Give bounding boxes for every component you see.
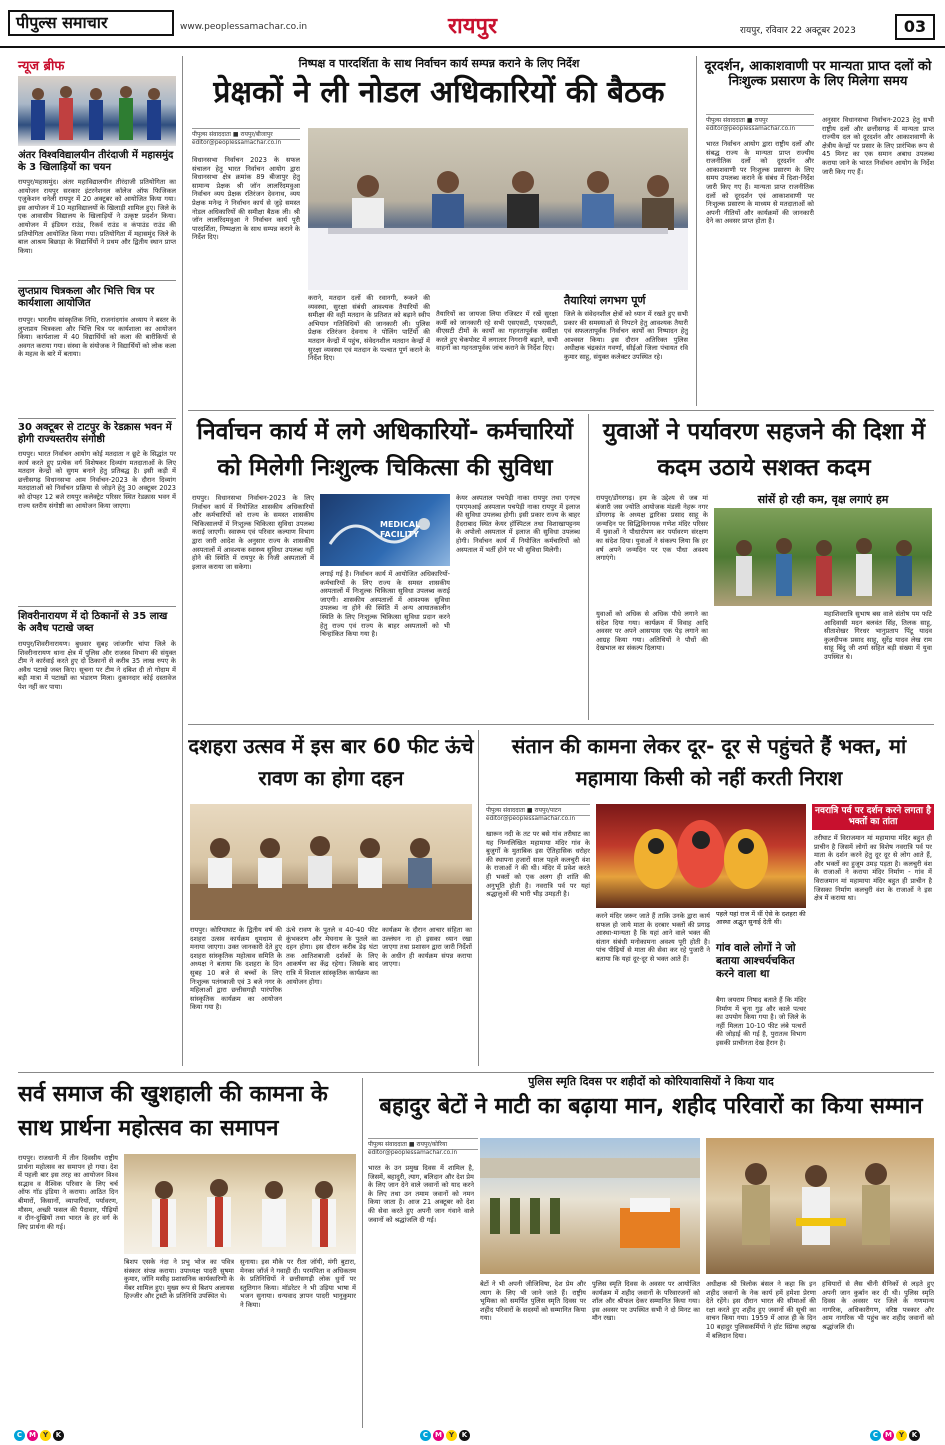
story6-byline: पीपुल्स संवाददाता ■ रायपुर/पाटन (486, 804, 590, 816)
story6-body-1: खारून नदी के तट पर बसे गांव तरीघाट का यह निम्नलिखित महामाया मंदिर गांव के बुजुर्गों के मुताबिक इस ऐतिहासिक धरोहर की स्थापना हजारों साल पहले कलचुरी वंश के राजाओं ने की थी। मंदिर में प्रवेश करते ही भक्तों को एक अलग ही शांति की अनुभूति होती है। नवरात्रि पर्व पर यहां श्रद्धालुओं की भारी भीड़ उमड़ती है। (486, 830, 590, 899)
story2-body-2: अनुसार विधानसभा निर्वाचन-2023 हेतु सभी राष्ट्रीय दलों और छत्तीसगढ़ में मान्यता प्राप्त राज्यीय दल को दूरदर्शन और आकाशवाणी के क्षेत्रीय केन्द्रों पर प्रसार के लिए प्रारंभिक रूप से 45 मिनट का एक समान अबाध उपलब्ध कराया जाने के भारत निर्वाचन आयोग के निर्देश जारी किए गए हैं। (822, 116, 934, 176)
story1-email: editor@peoplessamachar.co.in (192, 140, 282, 146)
cmyk-mark-bottom-left (14, 1430, 64, 1441)
story3-headline: निर्वाचन कार्य में लगे अधिकारियों- कर्मचारियों को मिलेगी निःशुल्क चिकित्सा की सुविधा (196, 419, 574, 481)
story5-body-1: रायपुर। कोरियाघाट के द्वितीय वर्ष की दशहरा उत्सव कार्यक्रम धूमधाम से मनाया जाएगा। उक्त जानकारी देते हुए दशहरा सांस्कृतिक महोत्सव समिति के अध्यक्ष ने बताया कि दशहरा के दिन सुबह 10 बजे से बच्चों के लिए निःशुल्क पतंगबाजी एवं 3 बजे नगर के महिलाओं द्वारा छत्तीसगढ़ी पारंपरिक सांस्कृतिक कार्यक्रम का आयोजन किया गया है। (190, 926, 282, 1012)
story-doordarshan (702, 60, 934, 406)
story5-body-3: कार्यक्रम के दौरान आचार संहिता का उल्लंघन ना हो इसका ध्यान रखा जाएगा तथा प्रशासन द्वारा जारी निर्देशों के अधीन ही कार्यक्रम संपन्न कराया जाएगा। (382, 926, 472, 969)
story8-email: editor@peoplessamachar.co.in (368, 1150, 458, 1156)
story1-headline: प्रेक्षकों ने ली नोडल अधिकारियों की बैठक (213, 75, 665, 110)
story6-body-3: बैगा जयराम निषाद बताते हैं कि मंदिर निर्माण में चूना गुड़ और काले पत्थर का उपयोग किया गया है। जो जिले के नहीं मिलता 10-10 फीट लंबे पत्थरों की जोड़ाई की गई है, पुरातत्व विभाग इसकी प्राचीनता देख हैरान है। (716, 996, 806, 1047)
story7-body-3: सुनाया। इस मौके पर रीता जॉयी, मंगी बुटारा, मेनका जॉर्ज ने गवाही दी। परमपिता व अधिकतम के प्रतिनिधियों ने छत्तीसगढ़ी लोक धुनों पर स्तुतिगान किया। मॉडरेटर ने भी उड़िया भाषा में भजन सुनाया। धन्यवाद ज्ञापन पादरी भानुकुमार ने किया। (240, 1258, 356, 1309)
masthead-url: www.peoplessamachar.co.in (180, 22, 308, 32)
police-parade-photo (480, 1138, 700, 1274)
brief-4-headline: शिवरीनारायण में दो ठिकानों से 35 लाख के अवैध पटाखे जब्त (18, 611, 168, 634)
story4-subhead: सांसें हो रही कम, वृक्ष लगाएं हम (757, 493, 889, 506)
issue-date: रायपुर, रविवार 22 अक्टूबर 2023 (740, 26, 856, 36)
story-police (368, 1074, 934, 1428)
story7-headline: सर्व समाज की खुशहाली की कामना के साथ प्रार्थना महोत्सव का समापन (18, 1082, 328, 1141)
story1-kicker: निष्पक्ष व पारदर्शिता के साथ निर्वाचन कार्य सम्पन्न कराने के लिए निर्देश (298, 57, 580, 70)
divider-row-1 (188, 410, 934, 411)
dussehra-press-photo (190, 804, 472, 920)
cmyk-y: Y (40, 1430, 51, 1441)
city-name: रायपुर (448, 14, 497, 39)
story5-body-2: ऊंचे रावण के पुतले व 40-40 फीट कुंभकरण और मेघनाथ के पुतले का दहन होगा। इस दौरान करीब डेढ़ घंटा तक आतिशबाजी दर्शकों के लिए आकर्षण का केंद्र रहेगा। जिसके बाद रात्रि में विशाल सांस्कृतिक कार्यक्रम का आयोजन होगा। (286, 926, 378, 986)
story8-body-4: अधीक्षक श्री त्रिलोक बंसल ने कहा कि इन शहीद जवानों के नेक कार्य हमें हमेशा प्रेरणा देते रहेंगे। इस दौरान भारत की सीमाओं की रक्षा करते हुए शहीद हुए जवानों की सूची का वाचन किया गया। 1959 में आज ही के दिन 10 बहादुर पुलिसकर्मियों ने हॉट स्प्रिंग्स लद्दाख में बलिदान दिया। (706, 1280, 816, 1340)
divider-row-3 (18, 1072, 934, 1073)
story8-kicker: पुलिस स्मृति दिवस पर शहीदों को कोरियावासियों ने किया याद (528, 1075, 774, 1088)
masthead-logo-box (8, 10, 174, 36)
meeting-photo-scene (308, 128, 688, 290)
police-tribute-photo (706, 1138, 934, 1274)
story-temple (484, 730, 934, 1066)
prayer-photo-people (124, 1154, 356, 1254)
archery-photo-figures (18, 76, 176, 146)
plantation-photo (714, 508, 932, 606)
story2-email: editor@peoplessamachar.co.in (706, 126, 796, 132)
brief-divider-3 (18, 606, 176, 607)
page-number: 03 (903, 17, 927, 36)
story1-byline: पीपुल्स संवाददाता ■ रायपुर/बीजापुर (192, 128, 300, 140)
medical-facility-image (320, 494, 450, 566)
temple-deities-icon (596, 804, 806, 908)
plantation-photo-people (714, 508, 932, 606)
meeting-photo (308, 128, 688, 290)
brief-divider-2 (18, 418, 176, 419)
page-number-box (895, 14, 935, 40)
story3-body-3: केयर अस्पताल पचपेड़ी नाका रायपुर तथा एनएच एमएमआई अस्पताल पचपेड़ी नाका रायपुर में इलाज की सुविधा उपलब्ध होगी। इसी प्रकार राज्य के बाहर हैदराबाद स्थित केयर हॉस्पिटल तथा विशाखापट्टनम के अपोलो अस्पताल में इलाज की सुविधा उपलब्ध होगी। निर्वाचन कार्य में नियोजित कर्मचारियों को अस्पताल में भर्ती होने पर भी सुविधा मिलेगी। (456, 494, 580, 554)
brief-4-body: रायपुर/शिवरीनारायण। बुधवार सुबह जांजगीर चांपा जिले के शिवरीनारायण थाना क्षेत्र में पुलिस और राजस्व विभाग की संयुक्त टीम ने कार्रवाई करते हुए दो ठिकानों से करीब 35 लाख रुपए के अवैध पटाखे जब्त किए। सूचना पर टीम ने दबिश दी तो गोदाम में बड़ी मात्रा में पटाखों का भंडारण मिला। दुकानदार कोई दस्तावेज पेश नहीं कर पाया। (18, 640, 176, 691)
story-environment (594, 414, 934, 720)
cmyk-k: K (909, 1430, 920, 1441)
story6-body-2: करने मंदिर जरूर जाते हैं ताकि उनके द्वारा कार्य सफल हो जाये माता के दरबार भक्तों की प्रगाढ़ आस्था-मान्यता है कि यहां आने वाले भक्त की संतान संबंधी मनोकामना अवश्य पूरी होती है। पांच पीढ़ियों से माता की सेवा कर रहे पुजारी ने बताया कि यहां दूर-दूर से भक्त आते हैं। (596, 912, 710, 963)
prayer-festival-photo (124, 1154, 356, 1254)
cmyk-mark-bottom-center (420, 1430, 470, 1441)
divider-story5-6 (478, 730, 479, 1066)
story4-body-3: महाशिवरात्रि सुभाष बस वाले संतोष पम फटि आदिवासी मदन बलवंत सिंह, तिलक साहू, सीताशेखर गिरधर भानुप्रताप पिंटू यादव कुलदीपक प्रसाद साहू, सुरेंद्र यादव लेख राम साहू बिंदु जी शर्मा सहित बड़ी संख्या में युवा उपस्थित थे। (824, 610, 932, 661)
story-dussehra (188, 730, 474, 1066)
story3-body-1: रायपुर। विधानसभा निर्वाचन-2023 के लिए निर्वाचन कार्य में नियोजित शासकीय अधिकारियों और कर्मचारियों को राज्य के समस्त शासकीय चिकित्सालयों में निःशुल्क चिकित्सा सुविधा उपलब्ध कराई जाएगी। स्वास्थ्य एवं परिवार कल्याण विभाग द्वारा जारी आदेश के अनुसार राज्य के शासकीय अस्पतालों में आवश्यक स्वास्थ्य सुविधा उपलब्ध नहीं होने की स्थिति में रायपुर के निजी अस्पतालों में इलाज कराया जा सकेगा। (192, 494, 314, 571)
cmyk-y: Y (446, 1430, 457, 1441)
divider-left-col (182, 56, 183, 1066)
story1-body-4: जिले के संवेदनशील क्षेत्रों को ध्यान में रखते हुए सभी प्रकार की समस्याओं से निपटने हेतु आवश्यक तैयारी एवं सफलतापूर्वक निर्वाचन कार्यों का निष्पादन हेतु आश्वस्त किया। इस दौरान अतिरिक्त पुलिस अधीक्षक चंद्रकांत गवर्णा, सीईओ जिला पंचायत रवि कुमार साहू, संयुक्त कलेक्टर उपस्थित रहे। (564, 310, 688, 361)
brief-2-headline: लुप्तप्राय चित्रकला और भित्ति चित्र पर कार्यशाला आयोजित (18, 286, 155, 309)
brief-2-body: रायपुर। भारतीय सांस्कृतिक निधि, राजनांदगांव अध्याय ने बस्तर के लुप्तप्राय चित्रकला और भित्ति चित्र पर कार्यशाला का आयोजन किया। कार्यशाला में 40 विद्यार्थियों को कला की बारीकियों से अवगत कराया गया। संस्था के संयोजक ने विद्यार्थियों को लोक कला के महत्व के बारे में बताया। (18, 316, 176, 359)
cmyk-c: C (420, 1430, 431, 1441)
story4-body-1: रायपुर/डोंगरगढ़। हम के उद्देश्य से जब मां बंजारी जस ज्योति आयोजक मंडली नेहरू नगर डोंगरगढ़ के अध्यक्ष द्वारिका प्रसाद साहू के जन्मदिन पर सिद्धिविनायक गणेश मंदिर परिसर में युवाओं ने पौधारोपण कर पर्यावरण संरक्षण का संदेश दिया। युवाओं ने संकल्प लिया कि हर वर्ष अपने जन्मदिन पर एक पौधा अवश्य लगाएंगे। (596, 494, 708, 563)
story8-byline: पीपुल्स संवाददाता ■ रायपुर/कोरिया (368, 1138, 478, 1150)
story7-body-2: बिशप एसके नंदा ने प्रभु भोज का पवित्र संस्कार संपन्न कराया। उपाध्यक्ष पादरी सुषमा कुमार, जॉनि मसीह प्रशासनिक कार्यकारिणी के मेंबर शामिल हुए। मुख्य रूप से बिशप अलायस हिज्जीर और ट्रस्टी के प्रतिनिधि उपस्थित थे। (124, 1258, 234, 1301)
brief-divider-1 (18, 280, 176, 281)
police-tribute-scene (706, 1138, 934, 1274)
medical-facility-label: MEDICAL FACILITY (380, 520, 421, 539)
story2-body-1: भारत निर्वाचन आयोग द्वारा राष्ट्रीय दलों और संबद्ध राज्य के मान्यता प्राप्त राज्यीय राजनीतिक दलों को दूरदर्शन और आकाशवाणी पर निःशुल्क प्रसारण के लिए समय उपलब्ध कराने के संबंध में दिशा-निर्देश जारी किए गए हैं। मान्यता प्राप्त राजनीतिक दलों को दूरदर्शन एवं आकाशवाणी पर निःशुल्क प्रसारण के माध्यम से मतदाताओं को अपनी नीतियों और कार्यक्रमों की जानकारी देने का अवसर प्राप्त होता है। (706, 140, 814, 226)
brief-3-headline: 30 अक्टूबर से टाटपुर के रेडक्रास भवन में होगी राज्यस्तरीय संगोष्ठी (18, 422, 172, 445)
story1-photo-caption: तैयारियां लगभग पूर्ण (564, 294, 646, 307)
story-prayer (18, 1078, 358, 1428)
story8-body-1: भारत के उन प्रमुख दिवस में शामिल है, जिसमें, बहादुरी, त्याग, बलिदान और देश प्रेम के लिए जान देने वाले जवानों को याद करने के लिए तथा उन तमाम जवानों को नमन किया जाता है। आज 21 अक्टूबर को देश की सेवा करते हुए अपनी जान गंवाने वाले जवानों को श्रद्धांजलि दी गई। (368, 1164, 474, 1224)
news-brief-column (18, 56, 176, 1066)
story6-email: editor@peoplessamachar.co.in (486, 816, 576, 822)
story2-byline: पीपुल्स संवाददाता ■ रायपुर (706, 114, 814, 126)
cmyk-mark-bottom-right (870, 1430, 920, 1441)
divider-row-2 (188, 724, 934, 725)
archery-photo (18, 76, 176, 146)
divider-right-col (696, 56, 697, 406)
story-medical (188, 414, 582, 720)
cmyk-m: M (27, 1430, 38, 1441)
story8-headline: बहादुर बेटों ने माटी का बढ़ाया मान, शहीद परिवारों का किया सम्मान (379, 1094, 923, 1119)
news-brief-label: न्यूज ब्रीफ (18, 59, 65, 74)
story8-body-2: बेटों ने भी अपनी जीजिविषा, देश प्रेम और त्याग के लिए भी जाने जाते हैं। राष्ट्रीय भूमिका को समर्पित पुलिस स्मृति दिवस पर शहीद परिवारों के सदस्यों को सम्मानित किया गया। (480, 1280, 586, 1323)
cmyk-c: C (870, 1430, 881, 1441)
temple-photo-caption: पहले यहां राज में थीं ऐसे के दशहरा की आस्था अद्भुत सुनाई देती थी। (716, 910, 806, 926)
dussehra-photo-people (190, 804, 472, 920)
cmyk-m: M (883, 1430, 894, 1441)
cmyk-m: M (433, 1430, 444, 1441)
brief-1-body: रायपुर/महासमुंद। अंतर महाविद्यालयीन तीरंदाजी प्रतियोगिता का आयोजन रायपुर सरकार इंटरनेशनल कॉलेज ऑफ फिजिकल एजुकेशन धनेली रायपुर में 20 अक्टूबर को आयोजित किया गया। इस आयोजन में 10 महाविद्यालयों के खिलाड़ी शामिल हुए। जिले के एक आवासीय विद्यालय के खिलाड़ियों ने उत्कृष्ट प्रदर्शन किया। आयोजन में इंडियन राउंड, रिकर्व राउंड व कंपाउंड राउंड की प्रतियोगिता आयोजित किया गया। प्रतियोगिता में महासमुंद जिले के बाल आश्रम बिछाड़ा के विद्यार्थियों ने प्रथम और द्वितीय स्थान प्राप्त किया। (18, 178, 176, 255)
masthead (0, 0, 945, 48)
story1-body-1: विधानसभा निर्वाचन 2023 के सफल संचालन हेतु भारत निर्वाचन आयोग द्वारा विधानसभा क्षेत्र क्रमांक 89 बीजापुर हेतु सामान्य प्रेक्षक श्री जॉन लालरिंदमवुआ निर्वाचन व्यय प्रेक्षक रतिरंजन देवनाथ, व्यय प्रेक्षक मनेन्द्र ने निर्वाचन कार्य से जुड़े समस्त नोडल अधिकारियों की समीक्षा बैठक ली। श्री जॉन लालरिंदमवुआ ने निर्वाचन कार्य पूरी पारदर्शिता, निष्पक्षता के साथ सम्पन्न कराने के निर्देश दिए। (192, 156, 300, 242)
story6-headline: संतान की कामना लेकर दूर- दूर से पहुंचते हैं भक्त, मां महामाया किसी को नहीं करती निराश (511, 734, 907, 790)
brief-1-headline: अंतर विश्वविद्यालयीन तीरंदाजी में महासमुंद के 3 खिलाड़ियों का चयन (18, 150, 174, 173)
story6-side-body: तरीघाट में विराजमान मां महामाया मंदिर बहुत ही प्राचीन है जिसमें लोगों का विशेष नवरात्रि पर्व पर माता के दर्शन करने हेतु दूर दूर से लोग आते हैं, और भक्तों का हुजूम उमड़ पड़ता है। कलचुरी वंश के राजाओं ने कराया मंदिर निर्माण - गांव में विराजमान मां महामाया मंदिर बहुत ही प्राचीन है जिसका निर्माण कलचुरी वंश के राजाओं ने इस क्षेत्र में कराया था। (814, 834, 932, 903)
police-parade-scene (480, 1138, 700, 1274)
divider-story7-8 (362, 1078, 363, 1428)
story2-headline: दूरदर्शन, आकाशवाणी पर मान्यता प्राप्त दलों को निःशुल्क प्रसारण के लिए मिलेगा समय (704, 59, 932, 89)
story-observers (188, 56, 690, 406)
story4-headline: युवाओं ने पर्यावरण सहजने की दिशा में कदम उठाये सशक्त कदम (602, 419, 926, 481)
story3-body-2: लगाई गई है। निर्वाचन कार्य में आयोजित अधिकारियों-कर्मचारियों के लिए राज्य के समस्त शासकीय अस्पतालों में निःशुल्क चिकित्सा सुविधा उपलब्ध कराई जाएगी। शासकीय अस्पतालों में आवश्यक सुविधा उपलब्ध ना होने की स्थिति में अन्य आयातकालीन स्थिति के लिए निःशुल्क चिकित्सा सुविधा प्रदान करने हेतु राज्य एवं राज्य के बाहर अस्पतालों को भी चिन्हांकित किया गया है। (320, 570, 450, 639)
cmyk-k: K (459, 1430, 470, 1441)
divider-mid-col (588, 414, 589, 720)
story4-body-2: युवाओं को अधिक से अधिक पौधे लगाने का संदेश दिया गया। कार्यक्रम में विवाह आदि अवसर पर अपने आसपास एक पेड़ लगाने का आग्रह किया गया। अतिथियों ने पौधों की देखभाल का संकल्प दिलाया। (596, 610, 708, 653)
masthead-logo: पीपुल्स समाचार (16, 13, 108, 32)
story8-body-3: पुलिस स्मृति दिवस के अवसर पर आयोजित कार्यक्रम में शहीद जवानों के परिवारजनों को शॉल और श्रीफल देकर सम्मानित किया गया। इस अवसर पर उपस्थित सभी ने दो मिनट का मौन रखा। (592, 1280, 700, 1323)
brief-3-body: रायपुर। भारत निर्वाचन आयोग कोई मतदाता न छूटे के सिद्धांत पर कार्य करते हुए प्रत्येक वर्ग विशेषकर दिव्यांग मतदाताओं के लिए मतदान केन्द्रों को सुगम बनाने हेतु प्रतिबद्ध है। इसी कड़ी में छत्तीसगढ़ विधानसभा आम निर्वाचन-2023 के दौरान दिव्यांग मतदाताओं को निर्वाचन प्रक्रिया से जोड़ने हेतु 30 अक्टूबर 2023 को दोपहर 12 बजे रायपुर कलेक्ट्रेट परिसर स्थित रेडक्रास भवन में राज्य स्तरीय संगोष्ठी का आयोजन किया जाएगा। (18, 450, 176, 510)
story7-body-1: रायपुर। राजधानी में तीन दिवसीय राष्ट्रीय प्रार्थना महोत्सव का समापन हो गया। देश में पहली बार इस तरह का आयोजन विश्व सद्भाव व वैश्विक परिवार के लिए चर्च ऑफ गॉड इंडिया ने कराया। आठित दिन बीमारों, किसानों, व्यापारियों, पर्यावरण, मौसम, अच्छी फसल की पैदावार, पीढ़ियों व दीन-दुखियों तथा भारत के हर वर्ग के लिए प्रार्थना की गई। (18, 1154, 118, 1231)
story1-body-2: कराने, मतदान दलों की रवानगी, रूकने की व्यवस्था, सुरक्षा संबंधी आवश्यक तैयारियों की समीक्षा की वहीं मतदान के प्रतिशत को बढ़ाने स्वीप अभियान गतिविधियों की जानकारी ली। पुलिस प्रेक्षक रतिरंजन देवनाथ ने पोलिंग पार्टियों की मतदान केन्द्रों में पहुंच, संवेदनशील मतदान केन्द्रों में सुरक्षा व्यवस्था एवं मतदान के पश्चात पूर्ण कराने के निर्देश दिए। (308, 294, 430, 363)
cmyk-c: C (14, 1430, 25, 1441)
cmyk-y: Y (896, 1430, 907, 1441)
story6-side-label: नवरात्रि पर्व पर दर्शन करने लगता है भक्तों का तांता (812, 804, 934, 830)
story5-headline: दशहरा उत्सव में इस बार 60 फीट ऊंचे रावण का होगा दहन (188, 734, 474, 790)
cmyk-k: K (53, 1430, 64, 1441)
temple-photo (596, 804, 806, 908)
story8-body-5: हथियारों से लैस चीनी सैनिकों से लड़ते हुए अपनी जान कुर्बान कर दी थी। पुलिस स्मृति दिवस के अवसर पर जिले के गणमान्य नागरिक, अधिकारीगण, वरिष्ठ पत्रकार और आम नागरिक भी पहुंच कर शहीद जवानों को श्रद्धांजलि दी। (822, 1280, 934, 1331)
story1-body-3: तैयारियों का जायजा लिया रजिस्टर में रखें सुरक्षा कर्मी को जानकारी रहे सभी एसएसटी, एफएसटी, वीएसटी टीमों के कार्यों का गहनतापूर्वक समीक्षा करते हुए चेकपोस्ट में लगातार निगरानी बढ़ाने, सभी वाहनों का गहनतापूर्वक जांच कराने के निर्देश दिए। (436, 310, 558, 353)
story6-subhead: गांव वाले लोगों ने जो बताया आश्चर्यचकित करने वाला था (716, 942, 796, 980)
